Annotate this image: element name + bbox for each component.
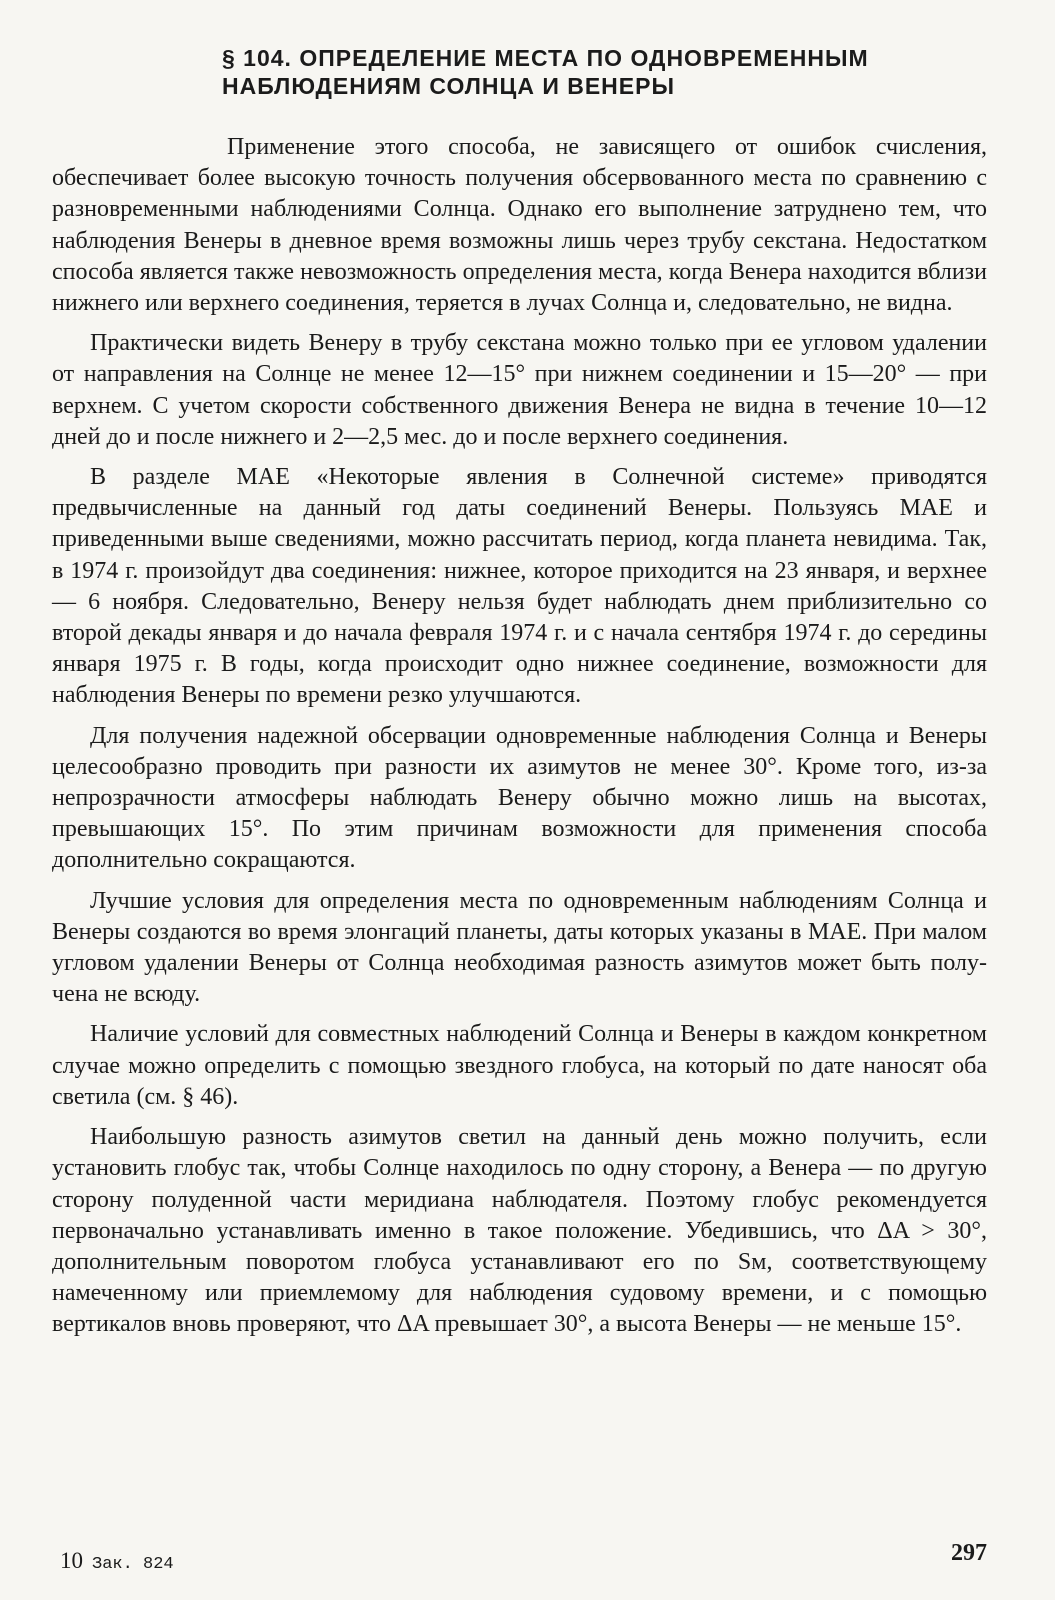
printer-signature [60, 1548, 174, 1574]
paragraph-1: Применение этого способа, не зависящего от ошибок счисления, обеспечивает более высокую точность получения обсервованного места по сравнению с разновременными наблюдениями Солнца. Однако его выполнение затруднено тем, что наблюдения Венеры в дневное время возможны лишь через трубу секстана. Недостатком способа является также невозможность определения места, когда Венера находится вблизи нижнего или верхнего соединения, теряется в лучах Солнца и, следовательно, не видна. [52, 134, 987, 317]
paragraph-3: В разделе МАЕ «Некоторые явления в Солнечной системе» приводятся предвычисленные на данный год даты соединений Венеры. Пользуясь МАЕ и приведенными выше сведениями, можно рассчитать период, когда планета невидима. Так, в 1974 г. произойдут два соединения: нижнее, которое приходится на 23 января, и верхнее — 6 ноября. Следовательно, Венеру нельзя будет наблюдать днем приблизительно со второй декады января и до начала февраля 1974 г. и с начала сентября 1974 г. до середины января 1975 г. В годы, когда происходит одно нижнее соединение, возможности для наблюдения Венеры по времени резко улучшаются. [52, 464, 987, 709]
section-heading [222, 44, 987, 100]
order-number: Зак. 824 [92, 1555, 174, 1574]
page-number: 297 [951, 1540, 987, 1566]
section-heading-line-1: § 104. ОПРЕДЕЛЕНИЕ МЕСТА ПО ОДНОВРЕМЕННЫМ [222, 45, 869, 71]
body-text [52, 132, 987, 1341]
section-heading-line-2: НАБЛЮДЕНИЯМ СОЛНЦА И ВЕНЕРЫ [222, 73, 675, 99]
paragraph-7: Наибольшую разность азимутов светил на данный день можно получить, если установить глобус так, чтобы Солнце находилось по одну сторону, а Венера — по другую сторону полуденной части меридиана наблюдателя. Поэтому глобус рекомендуется первоначально устанавливать именно в такое положение. Убедившись, что ΔA > 30°, дополнительным поворотом глобуса устанавливают его по Sм, соответствующему намеченному или приемлемому для наблюдения судовому времени, и с помощью вертикалов вновь проверяют, что ΔA превышает 30°, а высота Венеры — не меньше 15°. [52, 1124, 987, 1338]
paragraph-2: Практически видеть Венеру в трубу секстана можно только при ее угловом удалении от направления на Солнце не менее 12—15° при нижнем соединении и 15—20° — при верхнем. С учетом скорости собственного движения Венера не видна в течение 10—12 дней до и после нижнего и 2—2,5 мес. до и после верхнего соединения. [52, 330, 987, 450]
signature-number: 10 [60, 1548, 83, 1573]
paragraph-6: Наличие условий для совместных наблюдений Солнца и Венеры в каждом конкретном случае можно определить с помощью звездного глобуса, на который по дате наносят оба светила (см. § 46). [52, 1021, 987, 1110]
paragraph-5: Лучшие условия для определения места по одновременным наблюдениям Солнца и Венеры создаются во время элонгаций планеты, даты которых указаны в МАЕ. При малом угловом удалении Венеры от Солнца необходимая разность азимутов может быть получена не всюду. [52, 887, 987, 1008]
page [52, 44, 987, 1564]
page-footer [52, 1540, 987, 1578]
paragraph-4: Для получения надежной обсервации одновременные наблюдения Солнца и Венеры целесообразно проводить при разности их азимутов не менее 30°. Кроме того, из-за непрозрачности атмосферы наблюдать Венеру обычно можно лишь на высотах, превышающих 15°. По этим причинам возможности для применения способа дополнительно сокращаются. [52, 722, 987, 874]
